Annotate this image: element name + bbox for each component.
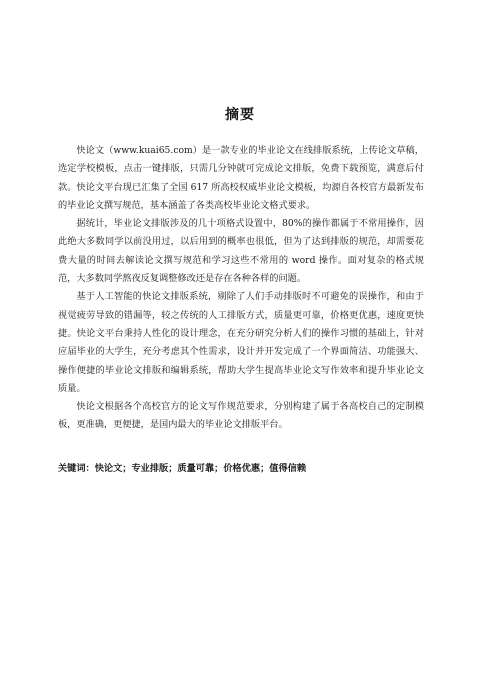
abstract-paragraph-1: 快论文（www.kuai65.com）是一款专业的毕业论文在线排版系统，上传论文草稿，选定学校模板，点击一键排版，只需几分钟就可完成论文排版，免费下载预览，满意后付款。快论文平台现已汇集了全国 617 所高校权威毕业论文模板，均源自各校官方最新发布的毕业论文撰写规范，基本涵盖了各类高校毕业论文格式要求。 (58, 145, 424, 211)
abstract-paragraph-4: 快论文根据各个高校官方的论文写作规范要求，分别构建了属于各高校自己的定制模板，更准确，更便捷，是国内最大的毕业论文排版平台。 (58, 401, 424, 431)
abstract-paragraph-2: 据统计，毕业论文排版涉及的几十项格式设置中，80%的操作都属于不常用操作，因此绝大多数同学以前没用过，以后用到的概率也很低，但为了达到排版的规范，却需要花费大量的时间去解读论文撰写规范和学习这些不常用的 word 操作。面对复杂的格式规范，大多数同学熬夜反复调整修改还是存在各种各样的问题。 (58, 218, 424, 285)
keywords-line: 关键词：快论文；专业排版；质量可靠；价格优惠；值得信赖 (58, 463, 307, 474)
abstract-paragraph-3: 基于人工智能的快论文排版系统，剔除了人们手动排版时不可避免的误操作，和由于视觉疲劳导致的错漏等，较之传统的人工排版方式，质量更可靠，价格更优惠，速度更快捷。快论文平台秉持人性化的设计理念，在充分研究分析人们的操作习惯的基础上，针对应届毕业的大学生，充分考虑其个性需求，设计并开发完成了一个界面简洁、功能强大、操作便捷的毕业论文排版和编辑系统，帮助大学生提高毕业论文写作效率和提升毕业论文质量。 (58, 291, 424, 394)
abstract-body (58, 142, 424, 435)
page-title: 摘要 (225, 107, 255, 123)
